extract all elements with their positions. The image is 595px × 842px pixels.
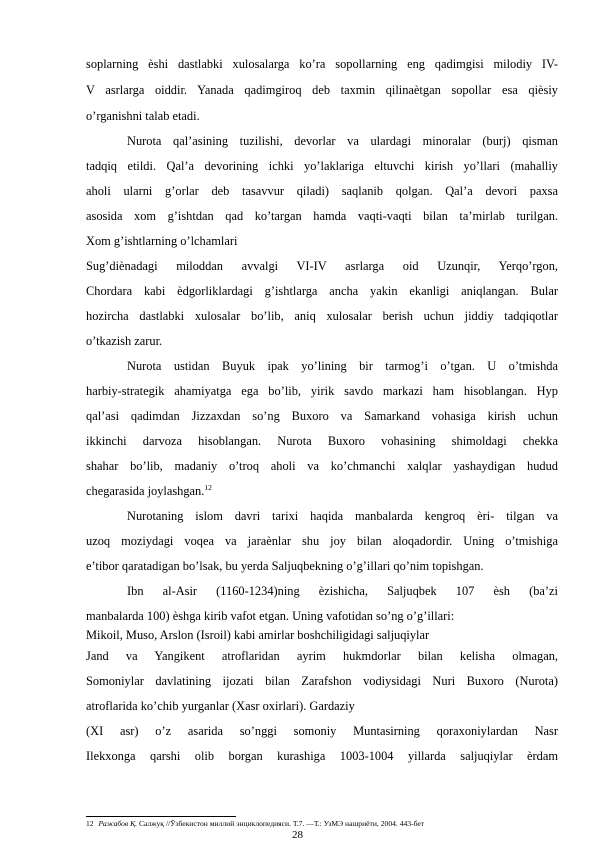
text-line: o’tkazish zarur. <box>86 334 163 348</box>
text-line: tadqiq etildi. Qal’a devorining ichki yo’laklariga eltuvchi kirish yo’llari (mahalliy <box>86 159 558 173</box>
footnote-divider <box>86 816 236 817</box>
footnote-marker[interactable]: 12 <box>204 483 212 492</box>
text-line: asosida xom g’ishtdan qad ko’targan hamda vaqti-vaqti bilan ta’mirlab turilgan. <box>86 209 558 223</box>
page-number: 28 <box>292 829 303 841</box>
text-line: Sug’diènadagi miloddan avvalgi VI-IV asrlarga oid Uzunqir, Yerqo’rgon, <box>86 259 558 273</box>
text-line: V asrlarga oiddir. Yanada qadimgiroq deb taxmin qilinaètgan sopollar esa qièsiy <box>86 83 558 97</box>
footnote-text: Салжуқ //Ўзбекистон миллий энциклопедияси. Т.7. —Т.: УзМЭ нашриёти, 2004. 443-бет <box>138 819 425 828</box>
text-line: Nurota ustidan Buyuk ipak yo’lining bir tarmog’i o’tgan. U o’tmishda <box>127 359 558 373</box>
text-line: Ilekxonga qarshi olib borgan kurashiga 1003-1004 yillarda saljuqiylar èrdam <box>86 749 558 763</box>
text-line: Nurotaning islom davri tarixi haqida manbalarda kengroq èri- tilgan va <box>127 509 558 523</box>
text-line: e’tibor qaratadigan bo’lsak, bu yerda Saljuqbekning o’g’illari qo’nim topishgan. <box>86 559 484 573</box>
text-line <box>86 481 558 501</box>
text-line: hozircha dastlabki xulosalar bo’lib, aniq xulosalar berish uchun jiddiy tadqiqotlar <box>86 309 558 323</box>
text-line: o’rganishni talab etadi. <box>86 109 200 123</box>
footnote-author: Ражабов Қ. <box>98 819 138 828</box>
text-line: (XI asr) o’z asarida so’nggi somoniy Muntasirning qoraxoniylardan Nasr <box>86 724 558 738</box>
text-line: shahar bo’lib, madaniy o’troq aholi va ko’chmanchi xalqlar yashaydigan hudud <box>86 459 558 473</box>
text-line: qal’asi qadimdan Jizzaxdan so’ng Buxoro va Samarkand vohasiga kirish uchun <box>86 409 558 423</box>
text-line: harbiy-strategik ahamiyatga ega bo’lib, yirik savdo markazi ham hisoblangan. Hyp <box>86 384 558 398</box>
text-line: atroflarida ko’chib yurganlar (Xasr oxirlari). Gardaziy <box>86 699 355 713</box>
text-line: manbalarda 100) èshga kirib vafot etgan. Uning vafotidan so’ng o’g’illari: <box>86 609 455 623</box>
line-text: chegarasida joylashgan. <box>86 484 205 498</box>
text-line: Nurota qal’asining tuzilishi, devorlar va ulardagi minoralar (burj) qisman <box>127 134 558 148</box>
text-line: uzoq moziydagi voqea va jaraènlar shu joy bilan aloqadordir. Uning o’tmishiga <box>86 534 558 548</box>
text-line: Somoniylar davlatining ijozati bilan Zarafshon vodiysidagi Nuri Buxoro (Nurota) <box>86 674 558 688</box>
text-line: Ibn al-Asir (1160-1234)ning èzishicha, Saljuqbek 107 èsh (ba’zi <box>127 584 558 598</box>
text-line: Chordara kabi èdgorliklardagi g’ishtlarga ancha yakin ekanligi aniqlangan. Bular <box>86 284 558 298</box>
footnote-number: 12 <box>86 819 94 828</box>
text-line: aholi ularni g’orlar deb tasavvur qiladi) saqlanib qolgan. Qal’a devori paxsa <box>86 184 558 198</box>
text-line: Jand va Yangikent atroflaridan ayrim hukmdorlar bilan kelisha olmagan, <box>86 649 558 663</box>
text-line: Mikoil, Muso, Arslon (Isroil) kabi amirlar boshchiligidagi saljuqiylar <box>86 628 430 642</box>
text-line: ikkinchi darvoza hisoblangan. Nurota Buxoro vohasining shimoldagi chekka <box>86 434 558 448</box>
text-line: Xom g’ishtlarning o’lchamlari <box>86 234 238 248</box>
text-line: soplarning èshi dastlabki xulosalarga ko’ra sopollarning eng qadimgisi milodiy IV- <box>86 57 558 71</box>
